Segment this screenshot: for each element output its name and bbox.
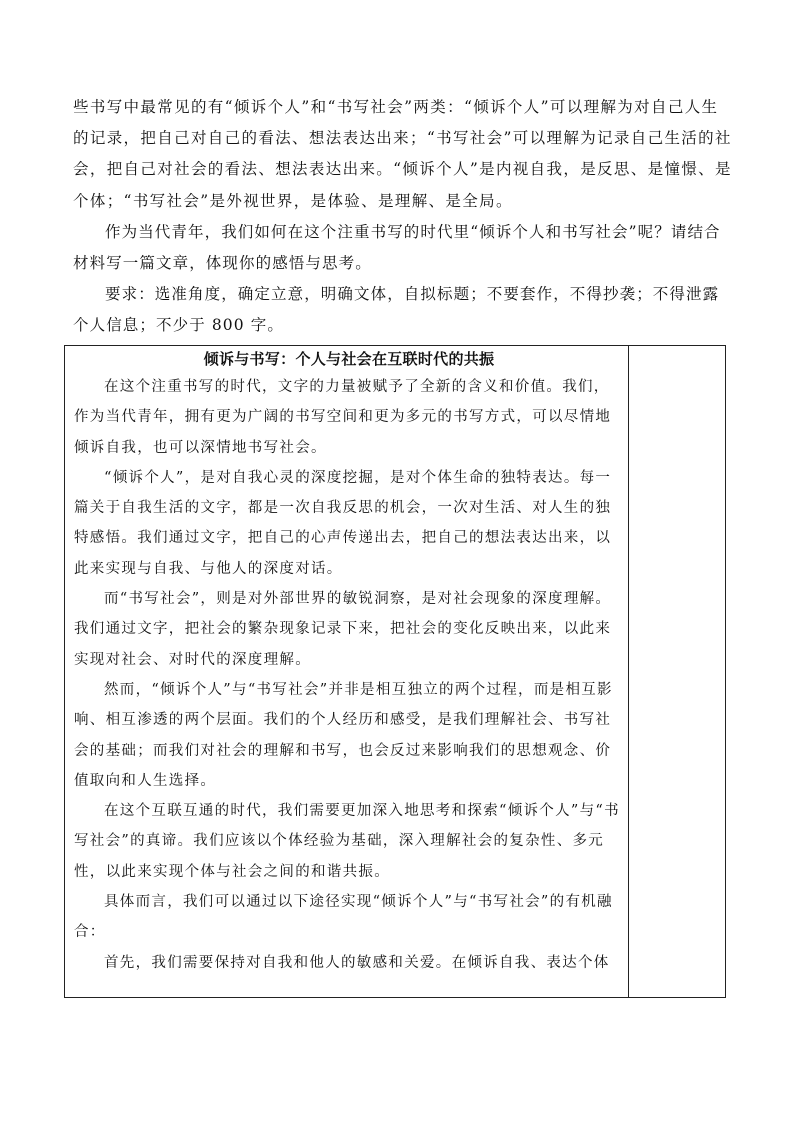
prompt-text <box>73 92 733 342</box>
essay-paragraph: 在这个互联互通的时代，我们需要更加深入地思考和探索“倾诉个人”与“书写社会”的真谛。我们应该以个体经验为基础，深入理解社会的复杂性、多元性，以此来实现个体与社会之间的和谐共振。 <box>74 803 620 880</box>
essay-paragraph: “倾诉个人”，是对自我心灵的深度挖掘，是对个体生命的独特表达。每一篇关于自我生活的文字，都是一次自我反思的机会，一次对生活、对人生的独特感悟。我们通过文字，把自己的心声传递出去，把自己的想法表达出来，以此来实现与自我、与他人的深度对话。 <box>74 469 612 577</box>
essay-paragraph: 首先，我们需要保持对自我和他人的敏感和关爱。在倾诉自我、表达个体 <box>104 954 610 971</box>
essay-paragraph: 具体而言，我们可以通过以下途径实现“倾诉个人”与“书写社会”的有机融合： <box>74 894 613 941</box>
essay-paragraph: 然而，“倾诉个人”与“书写社会”并非是相互独立的两个过程，而是相互影响、相互渗透的两个层面。我们的个人经历和感受，是我们理解社会、书写社会的基础；而我们对社会的理解和书写，也会反过来影响我们的思想观念、价值取向和人生选择。 <box>74 681 613 789</box>
essay-title: 倾诉与书写：个人与社会在互联时代的共振 <box>203 350 495 368</box>
prompt-paragraph-1: 些书写中最常见的有“倾诉个人”和“书写社会”两类：“倾诉个人”可以理解为对自己人生的记录，把自己对自己的看法、想法表达出来；“书写社会”可以理解为记录自己生活的社会，把自己对社会的看法、想法表达出来。“倾诉个人”是内视自我，是反思、是憧憬、是个体；“书写社会”是外视世界，是体验、是理解、是全局。 <box>73 98 732 210</box>
essay-paragraph: 在这个注重书写的时代，文字的力量被赋予了全新的含义和价值。我们，作为当代青年，拥有更为广阔的书写空间和更为多元的书写方式，可以尽情地倾诉自我，也可以深情地书写社会。 <box>74 379 612 456</box>
comment-column <box>629 346 725 997</box>
essay-cell <box>74 346 624 978</box>
essay-table <box>64 345 726 998</box>
prompt-paragraph-2: 作为当代青年，我们如何在这个注重书写的时代里“倾诉个人和书写社会”呢？请结合材料写一篇文章，体现你的感悟与思考。 <box>73 222 721 273</box>
prompt-requirements: 要求：选准角度，确定立意，明确文体，自拟标题；不要套作，不得抄袭；不得泄露个人信息；不少于 800 字。 <box>73 285 720 335</box>
essay-paragraph: 而“书写社会”，则是对外部世界的敏锐洞察，是对社会现象的深度理解。我们通过文字，把社会的繁杂现象记录下来，把社会的变化反映出来，以此来实现对社会、对时代的深度理解。 <box>74 591 612 668</box>
